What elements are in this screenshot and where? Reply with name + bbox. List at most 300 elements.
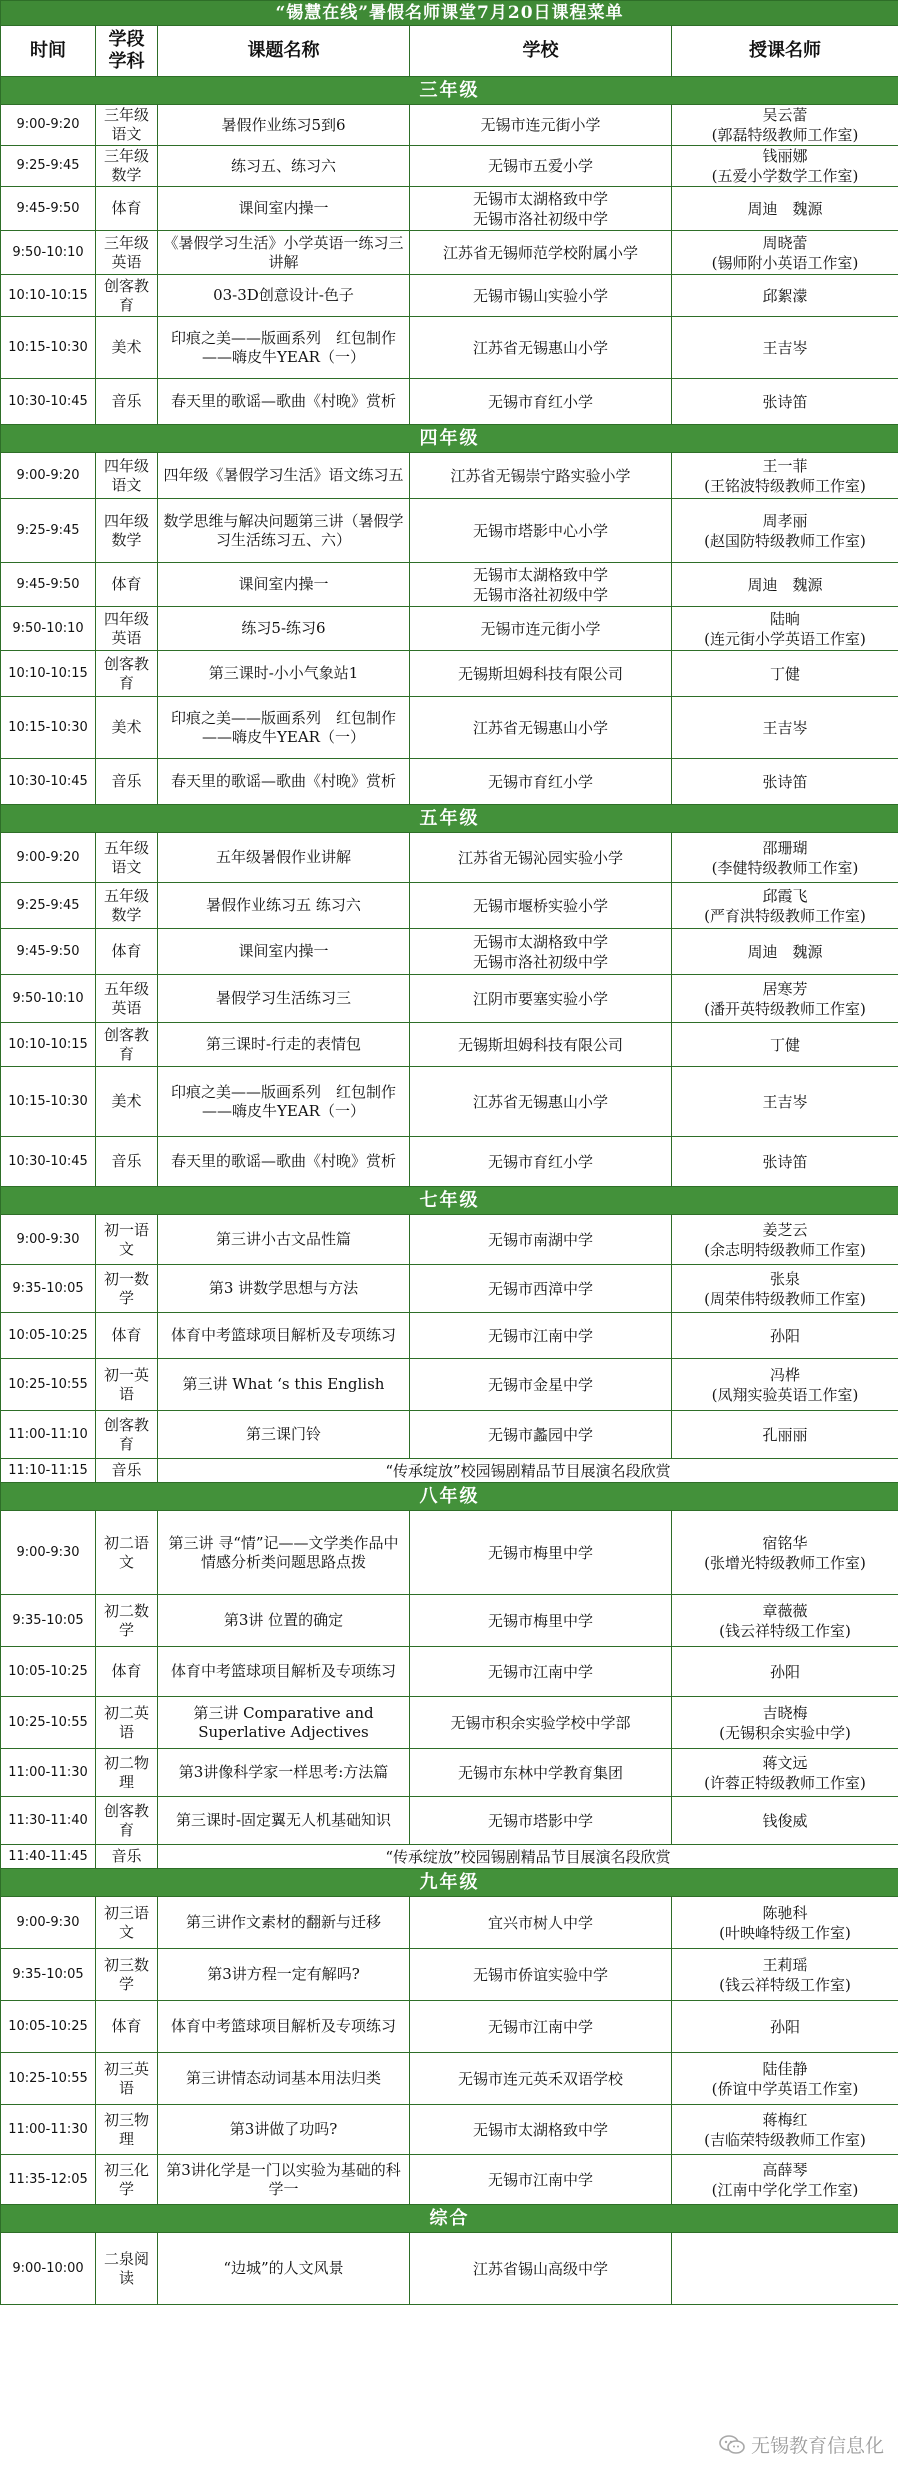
school-cell: 无锡市金星中学	[410, 1359, 672, 1411]
time-cell: 9:00-9:30	[1, 1897, 96, 1949]
wechat-icon	[719, 2435, 745, 2455]
table-row	[1, 651, 898, 697]
subject-cell: 创客教育	[96, 651, 158, 697]
time-cell: 9:45-9:50	[1, 563, 96, 607]
lesson-cell: 印痕之美——版画系列 红包制作——嗨皮牛YEAR（一）	[158, 697, 410, 759]
time-cell: 10:30-10:45	[1, 1137, 96, 1187]
subject-cell: 音乐	[96, 379, 158, 425]
teacher-cell	[672, 1313, 898, 1359]
table-row	[1, 317, 898, 379]
teacher-cell	[672, 231, 898, 275]
header-time: 时间	[1, 26, 96, 77]
teacher-cell	[672, 563, 898, 607]
time-cell: 9:35-10:05	[1, 1949, 96, 2001]
teacher-name: 邵珊瑚	[762, 838, 808, 857]
lesson-cell: 第三课门铃	[158, 1411, 410, 1459]
grade-title: 七年级	[1, 1187, 898, 1215]
lesson-cell: 春天里的歌谣—歌曲《村晚》赏析	[158, 1137, 410, 1187]
teacher-cell	[672, 499, 898, 563]
time-cell: 9:50-10:10	[1, 607, 96, 651]
table-row	[1, 607, 898, 651]
lesson-cell: 暑假学习生活练习三	[158, 975, 410, 1023]
teacher-cell	[672, 1137, 898, 1187]
lesson-cell: 第三讲小古文品性篇	[158, 1215, 410, 1265]
time-cell: 10:25-10:55	[1, 1359, 96, 1411]
lesson-cell: 印痕之美——版画系列 红包制作——嗨皮牛YEAR（一）	[158, 317, 410, 379]
table-row	[1, 1215, 898, 1265]
school-cell: 无锡市塔影中学	[410, 1797, 672, 1845]
table-row	[1, 883, 898, 929]
teacher-studio: (王铭波特级教师工作室)	[704, 476, 866, 495]
school-cell: 无锡市西漳中学	[410, 1265, 672, 1313]
time-cell: 10:10-10:15	[1, 275, 96, 317]
grade-title: 四年级	[1, 425, 898, 453]
table-row	[1, 697, 898, 759]
header-school: 学校	[410, 26, 672, 77]
teacher-studio: (赵国防特级教师工作室)	[704, 531, 866, 550]
teacher-name: 邱絮濛	[762, 286, 808, 305]
school-cell: 无锡市东林中学教育集团	[410, 1749, 672, 1797]
teacher-studio: (严育洪特级教师工作室)	[704, 906, 866, 925]
subject-cell: 三年级语文	[96, 105, 158, 146]
teacher-studio: (余志明特级教师工作室)	[704, 1240, 866, 1259]
school-cell: 宜兴市树人中学	[410, 1897, 672, 1949]
teacher-studio: (连元街小学英语工作室)	[704, 629, 866, 648]
teacher-name: 周迪 魏源	[747, 575, 823, 594]
subject-cell: 四年级语文	[96, 453, 158, 499]
school-cell: 江苏省无锡惠山小学	[410, 317, 672, 379]
grade-title: 综合	[1, 2205, 898, 2233]
teacher-cell	[672, 1511, 898, 1595]
school-cell: 无锡市江南中学	[410, 2001, 672, 2053]
teacher-cell	[672, 2233, 898, 2305]
time-cell: 9:00-10:00	[1, 2233, 96, 2305]
table-row	[1, 1647, 898, 1697]
teacher-name: 陆晌	[770, 609, 801, 628]
teacher-cell	[672, 379, 898, 425]
time-cell: 9:45-9:50	[1, 929, 96, 975]
time-cell: 10:30-10:45	[1, 379, 96, 425]
teacher-cell	[672, 1749, 898, 1797]
teacher-name: 蒋文远	[762, 1753, 808, 1772]
lesson-cell: “边城”的人文风景	[158, 2233, 410, 2305]
subject-cell: 初一语文	[96, 1215, 158, 1265]
school-cell: 无锡斯坦姆科技有限公司	[410, 651, 672, 697]
lesson-cell: 第三讲 寻“情”记——文学类作品中情感分析类问题思路点拨	[158, 1511, 410, 1595]
table-row	[1, 1797, 898, 1845]
subject-cell: 美术	[96, 317, 158, 379]
teacher-studio: (凤翔实验英语工作室)	[711, 1385, 859, 1404]
header-subject: 学段 学科	[96, 26, 158, 77]
lesson-cell: 第三课时-小小气象站1	[158, 651, 410, 697]
time-cell: 11:00-11:10	[1, 1411, 96, 1459]
subject-cell: 初二英语	[96, 1697, 158, 1749]
teacher-name: 吉晓梅	[762, 1703, 808, 1722]
teacher-name: 居寒芳	[762, 979, 808, 998]
lesson-cell: 第3讲化学是一门以实验为基础的科学一	[158, 2155, 410, 2205]
school-cell: 无锡市堰桥实验小学	[410, 883, 672, 929]
teacher-cell	[672, 1359, 898, 1411]
school-cell: 无锡市南湖中学	[410, 1215, 672, 1265]
teacher-name: 张泉	[770, 1269, 801, 1288]
lesson-cell: 体育中考篮球项目解析及专项练习	[158, 2001, 410, 2053]
teacher-name: 陈驰科	[762, 1903, 808, 1922]
teacher-name: 王一菲	[762, 456, 808, 475]
lesson-cell: 第三课时-固定翼无人机基础知识	[158, 1797, 410, 1845]
time-cell: 10:05-10:25	[1, 1647, 96, 1697]
table-row	[1, 1265, 898, 1313]
lesson-cell: 课间室内操一	[158, 563, 410, 607]
table-row	[1, 453, 898, 499]
school-cell: 无锡市连元街小学	[410, 105, 672, 146]
lesson-cell: 第3 讲数学思想与方法	[158, 1265, 410, 1313]
time-cell: 9:00-9:30	[1, 1215, 96, 1265]
subject-cell: 初二数学	[96, 1595, 158, 1647]
school-cell: 无锡市积余实验学校中学部	[410, 1697, 672, 1749]
subject-cell: 创客教育	[96, 275, 158, 317]
subject-cell: 五年级数学	[96, 883, 158, 929]
teacher-cell	[672, 2053, 898, 2105]
table-row	[1, 1845, 898, 1869]
teacher-name: 周迪 魏源	[747, 199, 823, 218]
time-cell: 11:35-12:05	[1, 2155, 96, 2205]
school-cell: 江苏省无锡惠山小学	[410, 697, 672, 759]
school-cell: 无锡市蠡园中学	[410, 1411, 672, 1459]
watermark-text: 无锡教育信息化	[750, 2435, 884, 2457]
teacher-studio: (江南中学化学工作室)	[711, 2180, 859, 2199]
table-row	[1, 1023, 898, 1067]
grade-title: 八年级	[1, 1483, 898, 1511]
teacher-cell	[672, 1949, 898, 2001]
school-cell: 江苏省无锡崇宁路实验小学	[410, 453, 672, 499]
table-row	[1, 146, 898, 187]
lesson-cell: 第3讲做了功吗?	[158, 2105, 410, 2155]
teacher-name: 王吉岑	[762, 718, 808, 737]
teacher-name: 周孝丽	[762, 511, 808, 530]
teacher-cell	[672, 275, 898, 317]
teacher-studio: (叶映峰特级工作室)	[719, 1923, 851, 1942]
grade-header-row	[1, 1869, 898, 1897]
table-row	[1, 1067, 898, 1137]
time-cell: 9:45-9:50	[1, 187, 96, 231]
subject-cell: 体育	[96, 929, 158, 975]
subject-cell: 三年级英语	[96, 231, 158, 275]
school-cell: 无锡市梅里中学	[410, 1595, 672, 1647]
table-row	[1, 563, 898, 607]
header-row	[1, 26, 898, 77]
time-cell: 9:25-9:45	[1, 146, 96, 187]
school-cell: 无锡市江南中学	[410, 2155, 672, 2205]
teacher-cell	[672, 1697, 898, 1749]
teacher-name: 张诗笛	[762, 1152, 808, 1171]
teacher-studio: (李健特级教师工作室)	[711, 858, 859, 877]
subject-cell: 初三语文	[96, 1897, 158, 1949]
time-cell: 9:00-9:20	[1, 105, 96, 146]
table-row	[1, 2053, 898, 2105]
school-cell: 无锡市江南中学	[410, 1313, 672, 1359]
teacher-cell	[672, 317, 898, 379]
lesson-cell: 暑假作业练习5到6	[158, 105, 410, 146]
subject-cell: 音乐	[96, 759, 158, 805]
grade-header-row	[1, 805, 898, 833]
grade-header-row	[1, 425, 898, 453]
subject-cell: 二泉阅读	[96, 2233, 158, 2305]
teacher-cell	[672, 1215, 898, 1265]
grade-header-row	[1, 1483, 898, 1511]
time-cell: 11:40-11:45	[1, 1845, 96, 1869]
lesson-cell: 课间室内操一	[158, 187, 410, 231]
teacher-name: 孙阳	[770, 1662, 801, 1681]
teacher-studio: (侨谊中学英语工作室)	[711, 2079, 859, 2098]
lesson-cell: 体育中考篮球项目解析及专项练习	[158, 1647, 410, 1697]
lesson-cell: 第3讲像科学家一样思考:方法篇	[158, 1749, 410, 1797]
table-row	[1, 975, 898, 1023]
lesson-cell: 练习五、练习六	[158, 146, 410, 187]
school-cell: 江苏省无锡惠山小学	[410, 1067, 672, 1137]
subject-cell: 音乐	[96, 1845, 158, 1869]
page-title: “锡慧在线”暑假名师课堂7月20日课程菜单	[1, 1, 898, 26]
table-row	[1, 1313, 898, 1359]
grade-header-row	[1, 2205, 898, 2233]
subject-cell: 五年级语文	[96, 833, 158, 883]
teacher-cell	[672, 833, 898, 883]
time-cell: 10:25-10:55	[1, 1697, 96, 1749]
lesson-cell: 第三讲情态动词基本用法归类	[158, 2053, 410, 2105]
table-row	[1, 1697, 898, 1749]
school-cell: 江苏省锡山高级中学	[410, 2233, 672, 2305]
teacher-cell	[672, 929, 898, 975]
teacher-cell	[672, 697, 898, 759]
lesson-cell: 第三讲 Comparative and Superlative Adjectives	[158, 1697, 410, 1749]
teacher-name: 孙阳	[770, 2017, 801, 2036]
table-row	[1, 2105, 898, 2155]
lesson-cell: 第三讲作文素材的翻新与迁移	[158, 1897, 410, 1949]
subject-cell: 初二物理	[96, 1749, 158, 1797]
school-cell: 无锡市连元街小学	[410, 607, 672, 651]
teacher-cell	[672, 146, 898, 187]
table-row	[1, 1459, 898, 1483]
school-cell: 江苏省无锡师范学校附属小学	[410, 231, 672, 275]
teacher-studio: (钱云祥特级工作室)	[719, 1621, 851, 1640]
lesson-cell: 体育中考篮球项目解析及专项练习	[158, 1313, 410, 1359]
time-cell: 10:05-10:25	[1, 2001, 96, 2053]
time-cell: 10:05-10:25	[1, 1313, 96, 1359]
time-cell: 10:15-10:30	[1, 697, 96, 759]
teacher-studio: (锡师附小英语工作室)	[711, 253, 859, 272]
teacher-cell	[672, 1647, 898, 1697]
teacher-name: 冯桦	[770, 1365, 801, 1384]
school-cell: 无锡市塔影中心小学	[410, 499, 672, 563]
time-cell: 11:30-11:40	[1, 1797, 96, 1845]
subject-cell: 体育	[96, 563, 158, 607]
table-row	[1, 1595, 898, 1647]
school-cell: 无锡市侨谊实验中学	[410, 1949, 672, 2001]
time-cell: 9:25-9:45	[1, 499, 96, 563]
teacher-name: 高薛琴	[762, 2160, 808, 2179]
time-cell: 9:00-9:20	[1, 833, 96, 883]
teacher-studio: (钱云祥特级工作室)	[719, 1975, 851, 1994]
teacher-cell	[672, 607, 898, 651]
time-cell: 11:10-11:15	[1, 1459, 96, 1483]
lesson-cell: 第三课时-行走的表情包	[158, 1023, 410, 1067]
lesson-cell: 数学思维与解决问题第三讲（暑假学习生活练习五、六）	[158, 499, 410, 563]
time-cell: 9:50-10:10	[1, 975, 96, 1023]
teacher-cell	[672, 187, 898, 231]
time-cell: 9:35-10:05	[1, 1595, 96, 1647]
school-cell: 无锡市太湖格致中学 无锡市洛社初级中学	[410, 187, 672, 231]
time-cell: 10:10-10:15	[1, 1023, 96, 1067]
school-cell: 无锡市育红小学	[410, 759, 672, 805]
grade-title: 九年级	[1, 1869, 898, 1897]
teacher-name: 周迪 魏源	[747, 942, 823, 961]
time-cell: 10:25-10:55	[1, 2053, 96, 2105]
school-cell: 无锡市育红小学	[410, 1137, 672, 1187]
teacher-studio: (张增光特级教师工作室)	[704, 1553, 866, 1572]
teacher-name: 蒋梅红	[762, 2110, 808, 2129]
time-cell: 9:25-9:45	[1, 883, 96, 929]
teacher-cell	[672, 2105, 898, 2155]
time-cell: 10:30-10:45	[1, 759, 96, 805]
teacher-cell	[672, 1067, 898, 1137]
subject-cell: 四年级数学	[96, 499, 158, 563]
teacher-name: 姜芝云	[762, 1220, 808, 1239]
table-row	[1, 2001, 898, 2053]
subject-cell: 创客教育	[96, 1797, 158, 1845]
subject-cell: 美术	[96, 697, 158, 759]
lesson-cell: 第三讲 What ‘s this English	[158, 1359, 410, 1411]
school-cell: 无锡市五爱小学	[410, 146, 672, 187]
subject-cell: 四年级英语	[96, 607, 158, 651]
school-cell: 江苏省无锡沁园实验小学	[410, 833, 672, 883]
table-row	[1, 1949, 898, 2001]
teacher-cell	[672, 1265, 898, 1313]
table-row	[1, 187, 898, 231]
lesson-cell: 四年级《暑假学习生活》语文练习五	[158, 453, 410, 499]
subject-cell: 初一数学	[96, 1265, 158, 1313]
header-teacher: 授课名师	[672, 26, 898, 77]
school-cell: 无锡市梅里中学	[410, 1511, 672, 1595]
subject-cell: 初一英语	[96, 1359, 158, 1411]
subject-cell: 初二语文	[96, 1511, 158, 1595]
school-cell: 无锡市太湖格致中学	[410, 2105, 672, 2155]
teacher-name: 宿铭华	[762, 1533, 808, 1552]
teacher-name: 陆佳静	[762, 2059, 808, 2078]
teacher-cell	[672, 2155, 898, 2205]
teacher-name: 邱霞飞	[762, 886, 808, 905]
time-cell: 10:15-10:30	[1, 317, 96, 379]
teacher-cell	[672, 883, 898, 929]
table-row	[1, 231, 898, 275]
merged-note-cell: “传承绽放”校园锡剧精品节目展演名段欣赏	[158, 1845, 898, 1869]
teacher-studio: (五爱小学数学工作室)	[711, 167, 859, 185]
lesson-cell: 五年级暑假作业讲解	[158, 833, 410, 883]
subject-cell: 音乐	[96, 1137, 158, 1187]
table-row	[1, 833, 898, 883]
teacher-studio: (吉临荣特级教师工作室)	[704, 2130, 866, 2149]
school-cell: 无锡市太湖格致中学 无锡市洛社初级中学	[410, 563, 672, 607]
watermark	[719, 2431, 884, 2458]
merged-note-cell: “传承绽放”校园锡剧精品节目展演名段欣赏	[158, 1459, 898, 1483]
teacher-studio: (无锡积余实验中学)	[719, 1723, 851, 1742]
teacher-name: 钱俊威	[762, 1811, 808, 1830]
teacher-cell	[672, 651, 898, 697]
subject-cell: 初三物理	[96, 2105, 158, 2155]
grade-title: 三年级	[1, 77, 898, 105]
table-row	[1, 1897, 898, 1949]
teacher-cell	[672, 975, 898, 1023]
time-cell: 11:00-11:30	[1, 1749, 96, 1797]
time-cell: 10:15-10:30	[1, 1067, 96, 1137]
subject-cell: 初三数学	[96, 1949, 158, 2001]
table-row	[1, 1511, 898, 1595]
teacher-studio: (潘开英特级教师工作室)	[704, 999, 866, 1018]
lesson-cell: 第3讲方程一定有解吗?	[158, 1949, 410, 2001]
time-cell: 9:35-10:05	[1, 1265, 96, 1313]
teacher-name: 周晓蕾	[762, 233, 808, 252]
school-cell: 无锡市太湖格致中学 无锡市洛社初级中学	[410, 929, 672, 975]
table-row	[1, 499, 898, 563]
table-row	[1, 275, 898, 317]
teacher-name: 丁健	[770, 664, 801, 683]
school-cell: 无锡市江南中学	[410, 1647, 672, 1697]
teacher-cell	[672, 759, 898, 805]
header-lesson: 课题名称	[158, 26, 410, 77]
teacher-name: 张诗笛	[762, 392, 808, 411]
time-cell: 11:00-11:30	[1, 2105, 96, 2155]
lesson-cell: 第3讲 位置的确定	[158, 1595, 410, 1647]
table-row	[1, 1359, 898, 1411]
subject-cell: 五年级英语	[96, 975, 158, 1023]
teacher-name: 孙阳	[770, 1326, 801, 1345]
lesson-cell: 暑假作业练习五 练习六	[158, 883, 410, 929]
teacher-cell	[672, 1023, 898, 1067]
school-cell: 无锡市连元英禾双语学校	[410, 2053, 672, 2105]
school-cell: 无锡市锡山实验小学	[410, 275, 672, 317]
teacher-name: 章薇薇	[762, 1601, 808, 1620]
teacher-cell	[672, 105, 898, 146]
teacher-name: 钱丽娜	[762, 147, 808, 165]
teacher-studio: (郭磊特级教师工作室)	[711, 126, 859, 144]
subject-cell: 体育	[96, 1313, 158, 1359]
subject-cell: 三年级数学	[96, 146, 158, 187]
table-row	[1, 1411, 898, 1459]
lesson-cell: 课间室内操一	[158, 929, 410, 975]
teacher-name: 王吉岑	[762, 338, 808, 357]
teacher-name: 王莉瑶	[762, 1955, 808, 1974]
time-cell: 9:00-9:30	[1, 1511, 96, 1595]
teacher-cell	[672, 1897, 898, 1949]
teacher-cell	[672, 1595, 898, 1647]
school-cell: 无锡斯坦姆科技有限公司	[410, 1023, 672, 1067]
subject-cell: 初三英语	[96, 2053, 158, 2105]
title-row	[1, 1, 898, 26]
teacher-name: 王吉岑	[762, 1092, 808, 1111]
teacher-studio: (周荣伟特级教师工作室)	[704, 1289, 866, 1308]
subject-cell: 体育	[96, 187, 158, 231]
table-row	[1, 379, 898, 425]
teacher-name: 丁健	[770, 1035, 801, 1054]
subject-cell: 美术	[96, 1067, 158, 1137]
lesson-cell: 03-3D创意设计-色子	[158, 275, 410, 317]
table-row	[1, 929, 898, 975]
teacher-studio: (许蓉正特级教师工作室)	[704, 1773, 866, 1792]
subject-cell: 音乐	[96, 1459, 158, 1483]
school-cell: 江阴市要塞实验小学	[410, 975, 672, 1023]
subject-cell: 创客教育	[96, 1411, 158, 1459]
table-row	[1, 759, 898, 805]
table-row	[1, 1749, 898, 1797]
table-row	[1, 2155, 898, 2205]
